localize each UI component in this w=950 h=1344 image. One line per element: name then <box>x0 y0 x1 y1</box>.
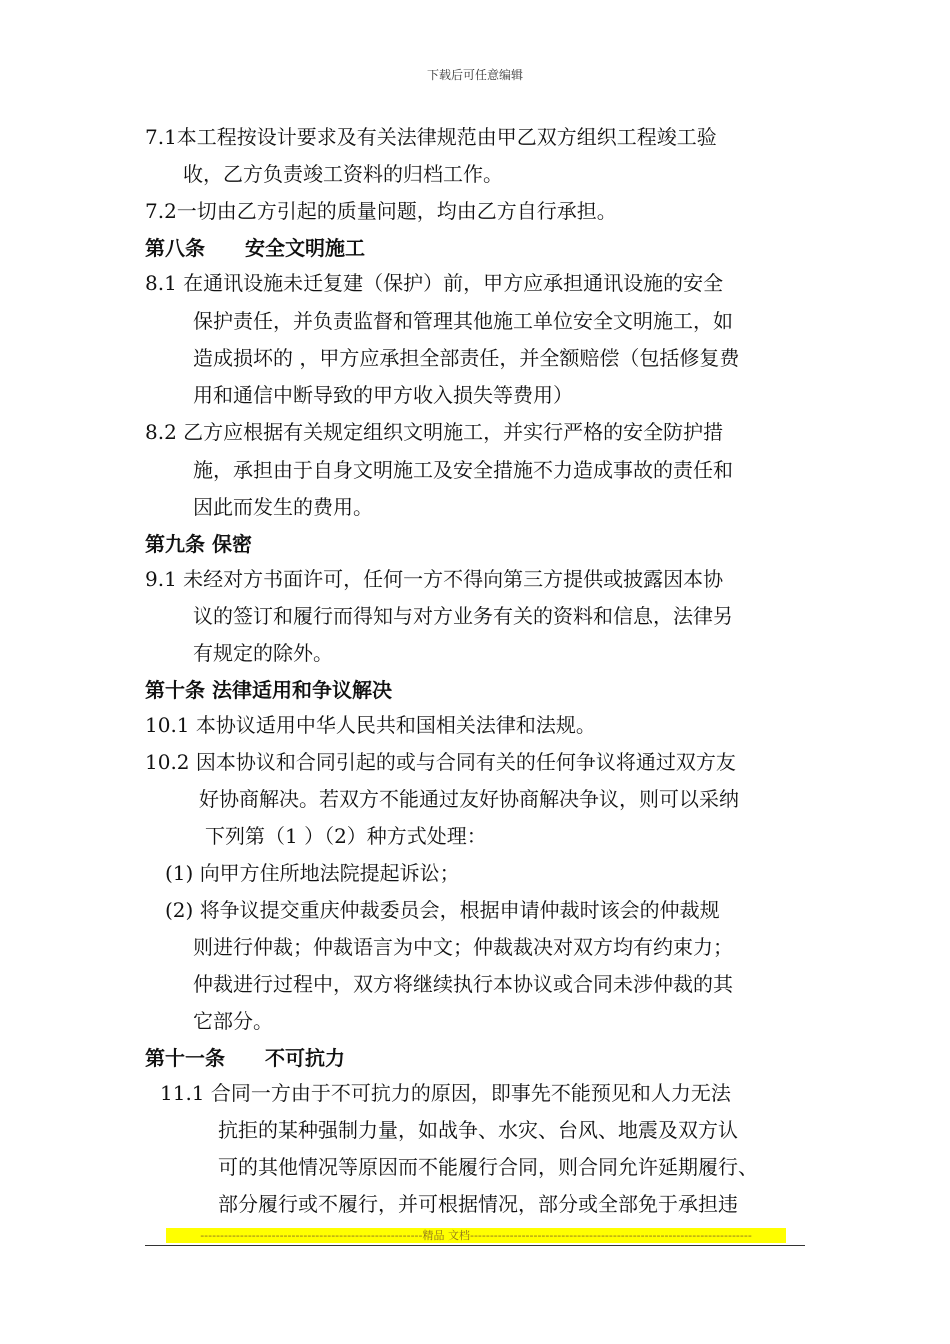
clause-7-1-cont: 收，乙方负责竣工资料的归档工作。 <box>183 162 503 186</box>
footer-rule <box>145 1245 805 1246</box>
footer-band: --------------------------------------------------------精品 文档----------------------------------------------------------------------- <box>166 1228 786 1243</box>
clause-7-1: 7.1本工程按设计要求及有关法律规范由甲乙双方组织工程竣工验 <box>145 125 717 149</box>
clause-9-1: 9.1 未经对方书面许可，任何一方不得向第三方提供或披露因本协 <box>145 567 724 591</box>
clause-11-1-cont-3: 部分履行或不履行，并可根据情况，部分或全部免于承担违 <box>218 1192 738 1216</box>
clause-8-2: 8.2 乙方应根据有关规定组织文明施工，并实行严格的安全防护措 <box>145 420 724 444</box>
clause-10-2-cont-2: 下列第（1 ）（2）种方式处理： <box>205 824 487 848</box>
option-2-cont-1: 则进行仲裁；仲裁语言为中文；仲裁裁决对双方均有约束力； <box>193 935 733 959</box>
clause-10-2-cont-1: 好协商解决。若双方不能通过友好协商解决争议，则可以采纳 <box>199 787 739 811</box>
option-2-cont-3: 它部分。 <box>193 1009 273 1033</box>
clause-11-1: 11.1 合同一方由于不可抗力的原因，即事先不能预见和人力无法 <box>160 1081 731 1105</box>
clause-9-1-cont-1: 议的签订和履行而得知与对方业务有关的资料和信息，法律另 <box>193 604 733 628</box>
article-10-heading: 第十条 法律适用和争议解决 <box>145 678 392 702</box>
article-11-heading: 第十一条 不可抗力 <box>145 1046 345 1070</box>
article-8-heading: 第八条 安全文明施工 <box>145 236 365 260</box>
clause-10-1: 10.1 本协议适用中华人民共和国相关法律和法规。 <box>145 713 596 737</box>
clause-11-1-cont-1: 抗拒的某种强制力量，如战争、水灾、台风、地震及双方认 <box>218 1118 738 1142</box>
option-1: (1) 向甲方住所地法院提起诉讼； <box>165 861 460 885</box>
clause-8-1-cont-3: 用和通信中断导致的甲方收入损失等费用） <box>193 383 573 407</box>
article-9-heading: 第九条 保密 <box>145 532 252 556</box>
clause-8-1-cont-1: 保护责任，并负责监督和管理其他施工单位安全文明施工，如 <box>193 309 733 333</box>
page-header: 下载后可任意编辑 <box>426 68 523 82</box>
clause-7-2: 7.2一切由乙方引起的质量问题，均由乙方自行承担。 <box>145 199 617 223</box>
option-2-cont-2: 仲裁进行过程中，双方将继续执行本协议或合同未涉仲裁的其 <box>193 972 733 996</box>
clause-9-1-cont-2: 有规定的除外。 <box>193 641 333 665</box>
clause-8-1: 8.1 在通讯设施未迁复建（保护）前，甲方应承担通讯设施的安全 <box>145 271 724 295</box>
clause-11-1-cont-2: 可的其他情况等原因而不能履行合同，则合同允许延期履行、 <box>218 1155 758 1179</box>
option-2: (2) 将争议提交重庆仲裁委员会，根据申请仲裁时该会的仲裁规 <box>165 898 720 922</box>
clause-8-1-cont-2: 造成损坏的 ，甲方应承担全部责任，并全额赔偿（包括修复费 <box>193 346 740 370</box>
clause-10-2: 10.2 因本协议和合同引起的或与合同有关的任何争议将通过双方友 <box>145 750 736 774</box>
clause-8-2-cont-1: 施，承担由于自身文明施工及安全措施不力造成事故的责任和 <box>193 458 733 482</box>
clause-8-2-cont-2: 因此而发生的费用。 <box>193 495 373 519</box>
